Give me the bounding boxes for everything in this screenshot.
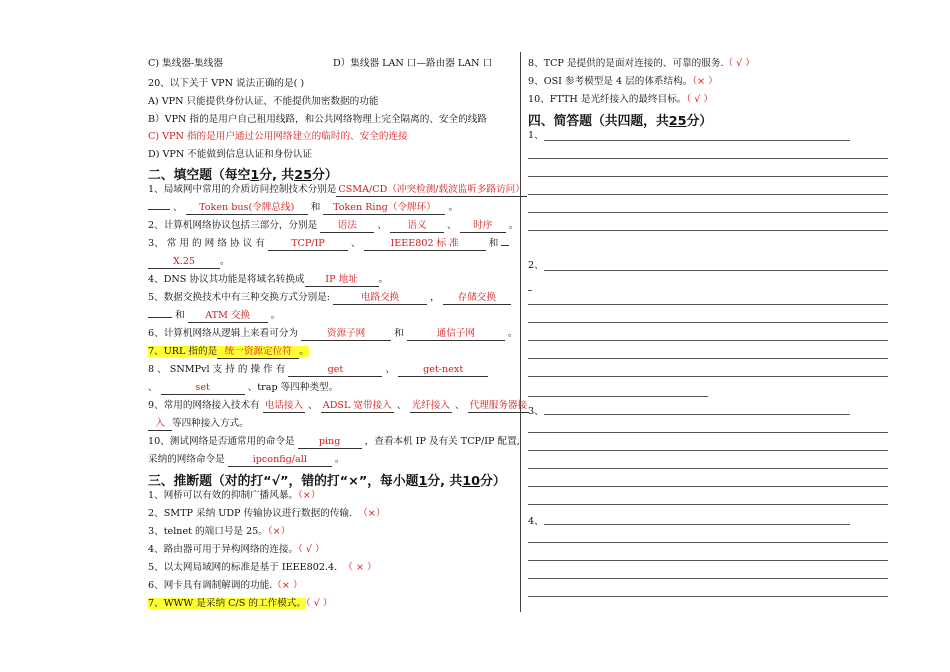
answer-3-label: 3、 [528, 406, 544, 417]
answer-line[interactable] [528, 194, 888, 195]
fill-3-line-1: 3、 常 用 的 网 络 协 议 有 TCP/IP 、 IEEE802 标 准 和 [148, 238, 509, 251]
answer-line[interactable] [544, 270, 888, 271]
judge-8: 8、TCP 是提供的是面对连接的、可靠的服务.（ √ ） [528, 58, 755, 69]
section-2-title: 二、填空题（每空1分, 共25分） [148, 168, 338, 183]
section-3-title: 三、推断题（对的打“√”，错的打“×”，每小题1分, 共10分） [148, 474, 506, 489]
fill-5-line-2: 和 ATM 交换 。 [148, 310, 280, 323]
judge-9: 9、OSI 参考模型是 4 层的体系结构。（× ） [528, 76, 718, 87]
answer-line[interactable] [528, 486, 888, 487]
answer-line[interactable] [528, 304, 888, 305]
answer-line[interactable] [528, 176, 888, 177]
judge-5: 5、以太网局域网的标准是基于 IEEE802.4. （ × ） [148, 562, 377, 573]
answer-line[interactable] [528, 578, 888, 579]
judge-1: 1、网桥可以有效的抑制广播风暴。（×） [148, 490, 321, 501]
answer-line[interactable] [528, 230, 888, 231]
answer-line[interactable] [528, 376, 888, 377]
q19-option-c: C) 集线器-集线器 [148, 58, 223, 69]
answer-line[interactable] [528, 504, 888, 505]
answer-line[interactable] [528, 322, 888, 323]
fill-4: 4、DNS 协议其功能是将域名转换成 IP 地址 。 [148, 274, 389, 285]
column-divider [520, 52, 521, 612]
judge-6: 6、网卡具有调制解调的功能.（× ） [148, 580, 303, 591]
answer-line[interactable] [528, 432, 888, 433]
answer-line[interactable] [528, 560, 888, 561]
answer-line[interactable] [528, 340, 888, 341]
answer-line[interactable] [544, 524, 850, 525]
fill-10-line-2: 采纳的网络命令是 ipconfig/all 。 [148, 454, 345, 465]
answer-2-label: 2、 [528, 260, 544, 271]
q20-option-a: A) VPN 只能提供身份认证、不能提供加密数据的功能 [148, 96, 379, 107]
fill-9-line-2: 入 等四种接入方式。 [148, 418, 249, 431]
fill-3-line-2: X.25 。 [148, 256, 230, 269]
fill-8-line-2: 、 set 、trap 等四种类型。 [148, 382, 339, 393]
fill-1-line-2: 、 Token bus(令牌总线) 和 Token Ring（令牌环） 。 [148, 202, 458, 215]
answer-line[interactable] [528, 542, 888, 543]
q19-option-d: D）集线器 LAN 口—路由器 LAN 口 [333, 58, 493, 69]
fill-2: 2、计算机网络协议包括三部分，分别是 语法 、 语义 、 时序 。 [148, 220, 519, 231]
answer-line[interactable] [544, 414, 850, 415]
answer-1-label: 1、 [528, 130, 544, 141]
fill-8-line-1: 8 、 SNMPvl 支 持 的 操 作 有 get 、 get-next [148, 364, 488, 377]
judge-2: 2、SMTP 采纳 UDP 传输协议进行数据的传输. （×） [148, 508, 386, 519]
fill-1-line-1: 1、局域网中常用的介质访问控制技术分别是 CSMA/CD（冲突检测/载波监听多路访问） [148, 184, 525, 195]
answer-4-label: 4、 [528, 516, 544, 527]
fill-5-line-1: 5、数据交换技术中有三种交换方式分别是: 电路交换 ， 存储交换 [148, 292, 511, 305]
answer-line[interactable] [528, 596, 888, 597]
answer-line[interactable] [528, 450, 888, 451]
fill-9-line-1: 9、常用的网络接入技术有 电话接入 、 ADSL 宽带接入 、 光纤接入 、 代理服务器接 [148, 400, 528, 411]
judge-4: 4、路由器可用于异构网络的连接。（ √ ） [148, 544, 325, 555]
answer-line[interactable] [528, 358, 888, 359]
fill-6: 6、计算机网络从逻辑上来看可分为 资源子网 和 通信子网 。 [148, 328, 518, 339]
section-4-title: 四、简答题（共四题，共25分） [528, 114, 713, 129]
q20-option-d: D) VPN 不能做到信息认证和身份认证 [148, 149, 313, 160]
fill-10-line-1: 10、测试网络是否通常用的命令是 ping ，查看本机 IP 及有关 TCP/IP 配置, [148, 436, 520, 447]
answer-line[interactable] [528, 158, 888, 159]
q20-option-b: B）VPN 指的是用户自己租用线路，和公共网络物理上完全隔离的、安全的线路 [148, 114, 487, 125]
q20-option-c: C) VPN 指的是用户通过公用网络建立的临时的、安全的连接 [148, 131, 408, 142]
answer-line[interactable] [544, 140, 850, 141]
answer-line[interactable] [528, 290, 532, 291]
answer-line[interactable] [528, 212, 888, 213]
answer-line[interactable] [528, 396, 708, 397]
fill-7: 7、URL 指的是 统一资源定位符 。 [148, 346, 309, 357]
judge-10: 10、FTTH 是光纤接入的最终目标。（ √ ） [528, 94, 713, 105]
answer-line[interactable] [528, 468, 888, 469]
judge-3: 3、telnet 的端口号是 25。（×） [148, 526, 291, 537]
q20-question: 20、以下关于 VPN 说法正确的是( ) [148, 78, 305, 89]
judge-7: 7、WWW 是采纳 C/S 的工作模式。（ √ ） [148, 598, 333, 609]
